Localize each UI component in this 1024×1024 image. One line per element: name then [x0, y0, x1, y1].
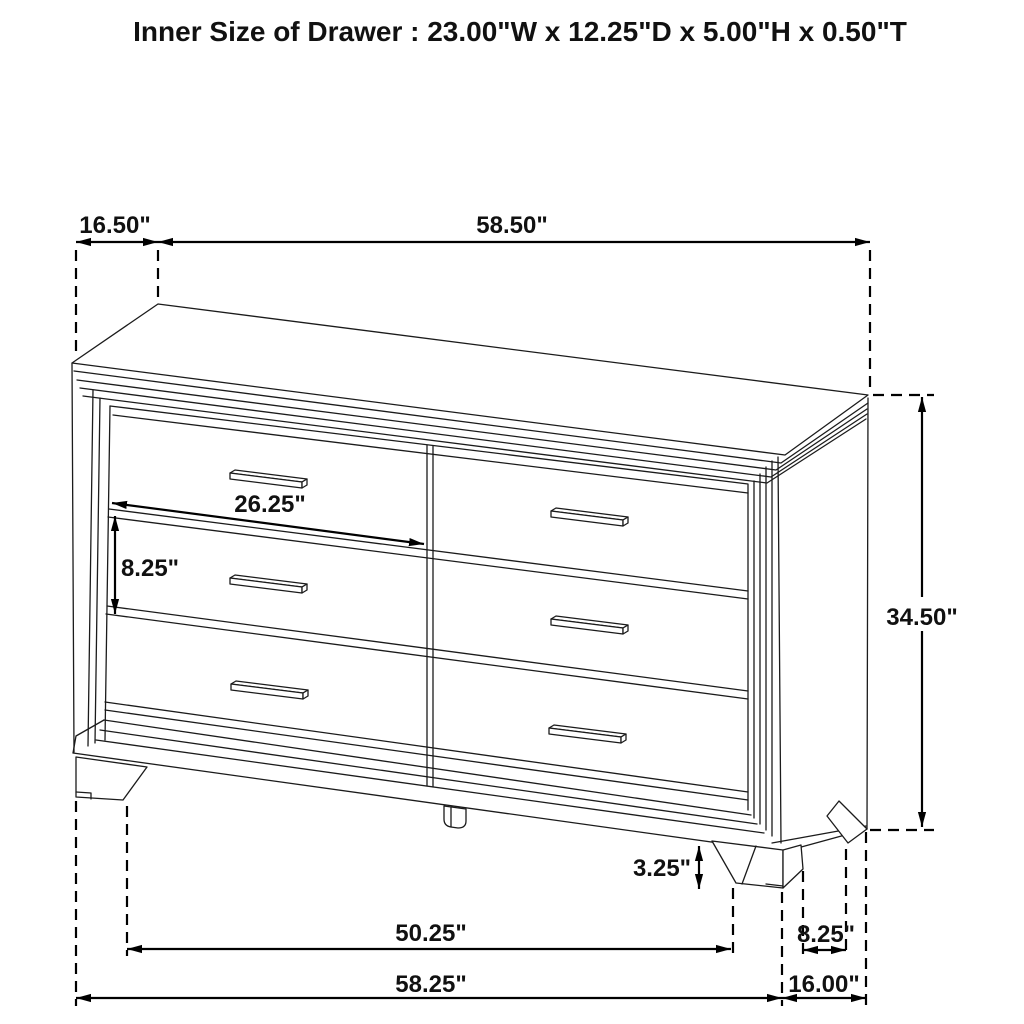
front-left-leg: [76, 757, 147, 800]
front-right-leg: [712, 841, 783, 888]
dim-label-drawer-width: 26.25": [234, 491, 306, 518]
dim-label-foot-depth: 8.25": [796, 921, 856, 948]
dresser-right-side: [754, 398, 868, 843]
dim-label-overall-width: 58.25": [395, 971, 467, 998]
handle-right-bottom: [549, 725, 626, 743]
handle-left-middle: [230, 575, 307, 593]
handle-right-middle: [551, 616, 628, 634]
dim-label-base-inner-width: 50.25": [395, 920, 467, 947]
center-leg: [444, 806, 466, 828]
dim-label-drawer-height: 8.25": [120, 555, 180, 582]
page-title: Inner Size of Drawer : 23.00"W x 12.25"D x 5.00"H x 0.50"T: [133, 16, 907, 47]
dresser-left-side: [72, 363, 100, 752]
dresser-drawing: [72, 304, 868, 888]
dim-label-overall-height: 34.50": [886, 604, 958, 631]
dresser-front-face: [105, 406, 748, 810]
dresser-top-surface: [72, 304, 868, 483]
handle-right-top: [551, 508, 628, 526]
dim-label-top-width: 58.50": [476, 212, 548, 239]
dim-label-foot-height: 3.25": [632, 855, 692, 882]
back-right-leg: [827, 801, 867, 843]
handle-left-bottom: [231, 681, 308, 699]
dim-label-overall-depth: 16.00": [788, 971, 860, 998]
handle-left-top: [230, 470, 307, 488]
dim-label-top-depth: 16.50": [79, 212, 151, 239]
